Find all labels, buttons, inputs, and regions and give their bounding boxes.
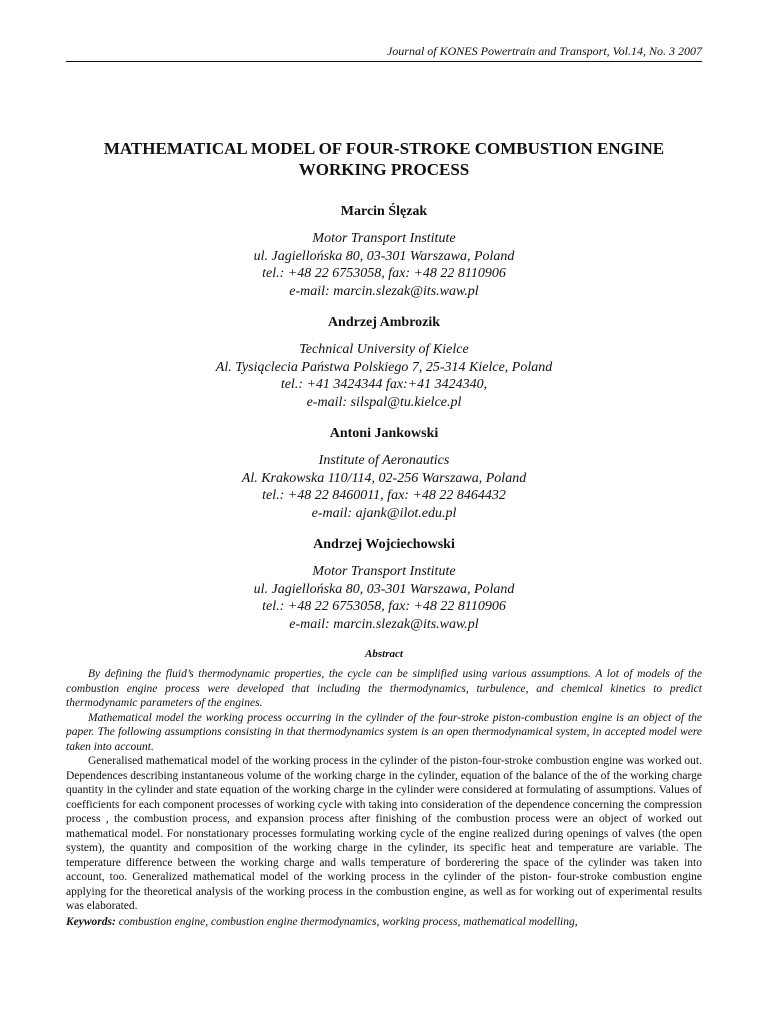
author-phone: tel.: +48 22 6753058, fax: +48 22 8110906 xyxy=(262,266,506,281)
author-name: Andrzej Wojciechowski xyxy=(313,537,455,552)
author-institution: Technical University of Kielce xyxy=(299,342,469,357)
author-name: Marcin Ślęzak xyxy=(340,204,428,219)
author-address: Al. Tysiąclecia Państwa Polskiego 7, 25-314 Kielce, Poland xyxy=(215,359,553,375)
author-email: e-mail: marcin.slezak@its.waw.pl xyxy=(289,283,479,299)
keywords-text: combustion engine, combustion engine thermodynamics, working process, mathematical modelling, xyxy=(115,915,578,928)
author-email: e-mail: silspal@tu.kielce.pl xyxy=(306,394,462,410)
author-institution: Motor Transport Institute xyxy=(312,231,456,246)
author-address: Al. Krakowska 110/114, 02-256 Warszawa, Poland xyxy=(241,470,527,486)
author-email: e-mail: ajank@ilot.edu.pl xyxy=(311,505,457,521)
journal-header: Journal of KONES Powertrain and Transport, Vol.14, No. 3 2007 xyxy=(386,44,702,58)
author-phone: tel.: +48 22 6753058, fax: +48 22 8110906 xyxy=(262,599,506,614)
author-phone: tel.: +41 3424344 fax:+41 3424340, xyxy=(280,377,488,392)
keywords-label: Keywords: xyxy=(66,915,116,928)
author-address: ul. Jagiellońska 80, 03-301 Warszawa, Poland xyxy=(253,581,515,597)
abstract-paragraph: Mathematical model the working process occurring in the cylinder of the four-stroke piston-combustion engine is an object of the paper. The following assumptions consisting in that thermodynamics system is an open thermodynamical system, in accepted model were taken into account. xyxy=(66,711,702,753)
author-block xyxy=(40,536,728,633)
author-list xyxy=(40,203,728,647)
author-block xyxy=(40,203,728,300)
header-rule xyxy=(66,61,702,62)
author-name: Andrzej Ambrozik xyxy=(327,315,441,330)
abstract-heading: Abstract xyxy=(365,648,403,660)
keywords-line xyxy=(66,915,702,930)
author-name: Antoni Jankowski xyxy=(329,426,439,441)
author-block xyxy=(40,425,728,522)
abstract-paragraph: Generalised mathematical model of the working process in the cylinder of the piston-four-stroke combustion engine was worked out. Dependences describing instantaneous volume of the working charge in the cylinder, equation of the balance of the of the working charge quantity in the cylinder and state equation of the working charge in the cylinder were considered at formulating of assumptions. Values of coefficients for each component processes of working cycle with taking into consideration of the dependence concerning the compression process , the combustion process, and expansion process after finishing of the combustion process were an object of worked out mathematical model. For nonstationary processes formulating working cycle of the engine realized during openings of valves (the open system), the quantity and composition of the working charge in the cylinder, its specific heat and temperature are variable. The temperature difference between the working charge and walls temperature of borderering the space of the cylinder was taken into account, too. Generalized mathematical model of the working process in the cylinder of the piston- four-stroke combustion engine applying for the theoretical analysis of the working process in the combustion engine, as well as for working out of experimental results was elaborated. xyxy=(66,755,702,912)
author-institution: Motor Transport Institute xyxy=(312,564,456,579)
author-phone: tel.: +48 22 8460011, fax: +48 22 8464432 xyxy=(262,488,506,503)
author-address: ul. Jagiellońska 80, 03-301 Warszawa, Poland xyxy=(253,248,515,264)
author-block xyxy=(40,314,728,411)
author-email: e-mail: marcin.slezak@its.waw.pl xyxy=(289,616,479,632)
author-institution: Institute of Aeronautics xyxy=(318,453,450,468)
abstract-paragraph: By defining the fluid’s thermodynamic properties, the cycle can be simplified using various assumptions. A lot of models of the combustion engine process were developed that including the thermodynamics, turbulence, and chemical kinetics to predict thermodynamic parameters of the engines. xyxy=(66,668,702,709)
paper-title-line-1: MATHEMATICAL MODEL OF FOUR-STROKE COMBUSTION ENGINE xyxy=(103,139,665,158)
paper-title-line-2: WORKING PROCESS xyxy=(298,160,470,179)
abstract-body xyxy=(66,667,702,929)
paper-title xyxy=(40,138,728,180)
